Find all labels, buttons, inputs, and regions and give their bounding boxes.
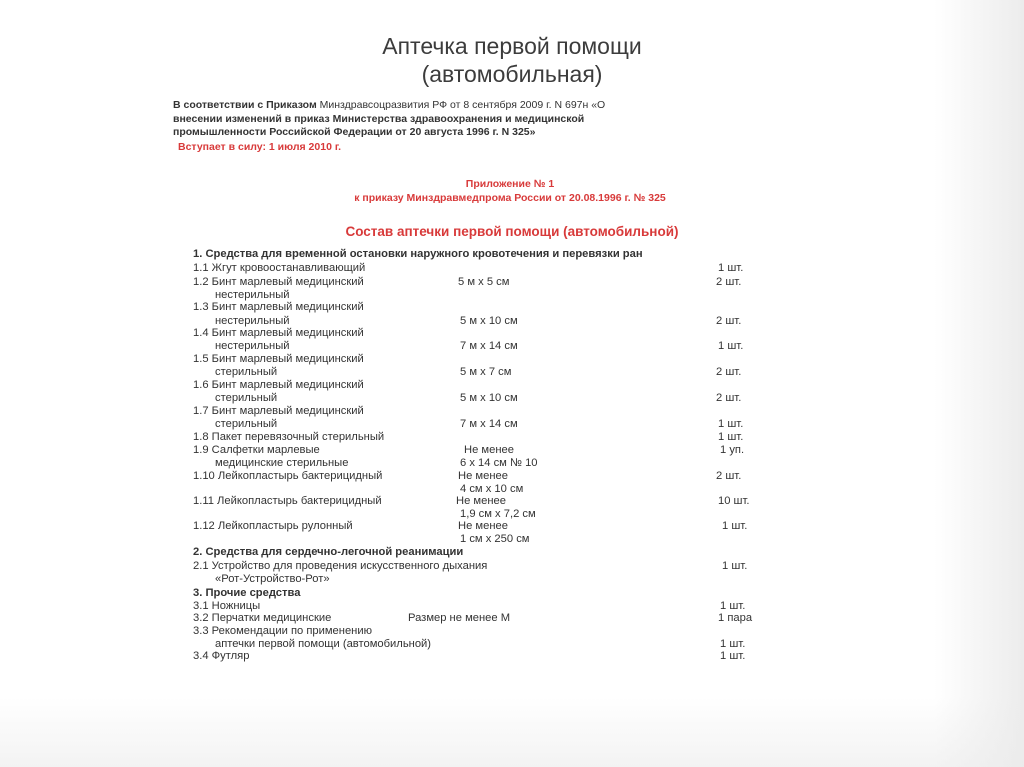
section-heading: 1. Средства для временной остановки наружного кровотечения и перевязки ран bbox=[193, 248, 643, 260]
item-size: 7 м х 14 см bbox=[460, 340, 518, 352]
item-name-continued: нестерильный bbox=[215, 289, 290, 301]
item-quantity: 1 шт. bbox=[722, 520, 748, 532]
item-size: 4 см х 10 см bbox=[460, 483, 524, 495]
item-quantity: 1 уп. bbox=[720, 444, 745, 456]
item-quantity: 1 шт. bbox=[720, 638, 746, 650]
item-name: 1.4 Бинт марлевый медицинский bbox=[193, 327, 364, 339]
section-heading: 3. Прочие средства bbox=[193, 587, 301, 599]
item-size: Не менее bbox=[458, 470, 508, 482]
item-name: 1.11 Лейкопластырь бактерицидный bbox=[193, 495, 382, 507]
item-name-continued: «Рот-Устройство-Рот» bbox=[215, 573, 330, 585]
item-name: 1.6 Бинт марлевый медицинский bbox=[193, 379, 364, 391]
item-name: 1.8 Пакет перевязочный стерильный bbox=[193, 431, 385, 443]
item-quantity: 2 шт. bbox=[716, 470, 742, 482]
item-name: 1.1 Жгут кровоостанавливающий bbox=[193, 262, 366, 274]
item-size: 6 х 14 см № 10 bbox=[460, 457, 538, 469]
item-name: 3.2 Перчатки медицинские bbox=[193, 612, 332, 624]
item-size: Не менее bbox=[456, 495, 506, 507]
intro-line-2: внесении изменений в приказ Министерства здравоохранения и медицинской bbox=[173, 112, 585, 125]
item-quantity: 2 шт. bbox=[716, 392, 742, 404]
page-subtitle: (автомобильная) bbox=[421, 61, 603, 87]
item-quantity: 1 шт. bbox=[722, 560, 748, 572]
item-size: 7 м х 14 см bbox=[460, 418, 518, 430]
item-quantity: 1 пара bbox=[718, 612, 753, 624]
item-name: 1.3 Бинт марлевый медицинский bbox=[193, 301, 364, 313]
item-name: 1.2 Бинт марлевый медицинский bbox=[193, 276, 364, 288]
page-title: Аптечка первой помощи bbox=[382, 33, 642, 59]
item-name-continued: нестерильный bbox=[215, 315, 290, 327]
item-size: Не менее bbox=[464, 444, 514, 456]
item-name-continued: нестерильный bbox=[215, 340, 290, 352]
item-name-continued: аптечки первой помощи (автомобильной) bbox=[215, 638, 432, 650]
item-quantity: 1 шт. bbox=[718, 431, 744, 443]
item-quantity: 10 шт. bbox=[718, 495, 750, 507]
item-name: 1.5 Бинт марлевый медицинский bbox=[193, 353, 364, 365]
item-quantity: 1 шт. bbox=[718, 418, 744, 430]
item-size: 5 м х 10 см bbox=[460, 315, 518, 327]
item-name: 1.10 Лейкопластырь бактерицидный bbox=[193, 470, 383, 482]
item-name-continued: стерильный bbox=[215, 366, 278, 378]
intro-rest: Минздравсоцразвития РФ от 8 сентября 2009 г. N 697н «О bbox=[316, 99, 606, 111]
item-name: 3.4 Футляр bbox=[193, 650, 250, 662]
intro-line-3: промышленности Российской Федерации от 20 августа 1996 г. N 325» bbox=[173, 126, 536, 138]
item-name-continued: стерильный bbox=[215, 418, 278, 430]
item-name-continued: медицинские стерильные bbox=[215, 457, 349, 469]
item-size: 5 м х 10 см bbox=[460, 392, 518, 404]
item-name: 3.3 Рекомендации по применению bbox=[193, 625, 372, 637]
item-name: 3.1 Ножницы bbox=[193, 600, 261, 612]
item-name: 1.12 Лейкопластырь рулонный bbox=[193, 520, 353, 532]
item-name: 1.9 Салфетки марлевые bbox=[193, 444, 320, 456]
section-heading: 2. Средства для сердечно-легочной реанимации bbox=[193, 546, 464, 558]
page-shadow-right bbox=[934, 0, 1024, 767]
item-quantity: 1 шт. bbox=[718, 340, 744, 352]
appendix-title: Приложение № 1 bbox=[465, 178, 555, 190]
item-size: Не менее bbox=[458, 520, 508, 532]
intro-paragraph bbox=[173, 99, 798, 140]
item-quantity: 2 шт. bbox=[716, 315, 742, 327]
item-size: Размер не менее М bbox=[408, 612, 511, 624]
appendix-reference: к приказу Минздравмедпрома России от 20.08.1996 г. № 325 bbox=[354, 192, 666, 204]
item-name-continued: стерильный bbox=[215, 392, 278, 404]
effective-date: Вступает в силу: 1 июля 2010 г. bbox=[178, 141, 342, 153]
item-size: 1 см х 250 см bbox=[460, 533, 530, 545]
item-size: 5 м х 5 см bbox=[458, 276, 510, 288]
item-quantity: 2 шт. bbox=[716, 276, 742, 288]
item-name: 1.7 Бинт марлевый медицинский bbox=[193, 405, 364, 417]
composition-title: Состав аптечки первой помощи (автомобильной) bbox=[345, 224, 679, 239]
item-quantity: 1 шт. bbox=[718, 262, 744, 274]
item-name: 2.1 Устройство для проведения искусственного дыхания bbox=[193, 560, 488, 572]
intro-lead: В соответствии с Приказом bbox=[173, 99, 317, 111]
item-size: 1,9 см х 7,2 см bbox=[460, 508, 536, 520]
item-quantity: 1 шт. bbox=[720, 650, 746, 662]
item-quantity: 2 шт. bbox=[716, 366, 742, 378]
page-shadow-bottom bbox=[0, 697, 1024, 767]
item-quantity: 1 шт. bbox=[720, 600, 746, 612]
item-size: 5 м х 7 см bbox=[460, 366, 512, 378]
